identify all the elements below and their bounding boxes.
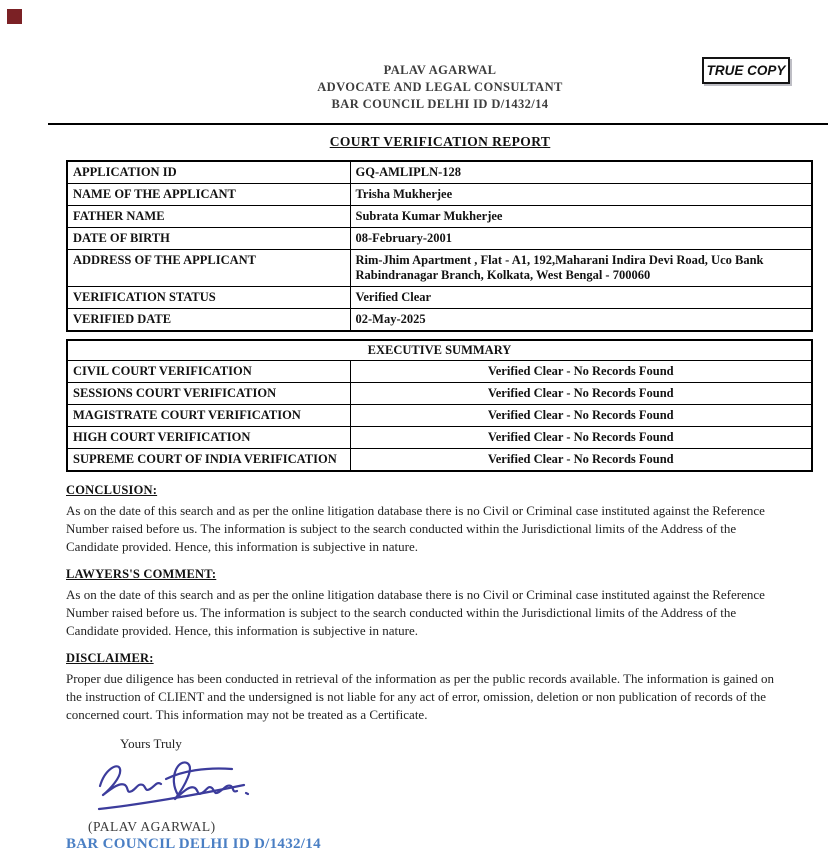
table-row bbox=[67, 250, 812, 287]
table-row bbox=[67, 309, 812, 332]
disclaimer-text: Proper due diligence has been conducted in retrieval of the information as per the public records available. The information is gained on the instruction of CLIENT and the undersigned is not liable for any act of error, omission, deletion or non publication of records of the concerned court. This information may not be treated as a Certificate. bbox=[66, 671, 775, 722]
row-label: MAGISTRATE COURT VERIFICATION bbox=[67, 405, 350, 427]
row-label: SESSIONS COURT VERIFICATION bbox=[67, 383, 350, 405]
row-value: 08-February-2001 bbox=[350, 228, 812, 250]
executive-summary-heading: EXECUTIVE SUMMARY bbox=[67, 340, 812, 361]
row-value: 02-May-2025 bbox=[350, 309, 812, 332]
header-divider bbox=[48, 123, 828, 125]
signatory-name: (PALAV AGARWAL) bbox=[88, 819, 216, 834]
letterhead-designation: ADVOCATE AND LEGAL CONSULTANT bbox=[317, 80, 563, 94]
row-label: VERIFIED DATE bbox=[67, 309, 350, 332]
table-row bbox=[67, 206, 812, 228]
true-copy-stamp-label: TRUE COPY bbox=[706, 63, 786, 78]
table-row bbox=[67, 228, 812, 250]
closing-salutation: Yours Truly bbox=[120, 736, 182, 751]
row-value: GQ-AMLIPLN-128 bbox=[350, 161, 812, 184]
lawyers-comment-text: As on the date of this search and as per the online litigation database there is no Civil or Criminal case instituted against the Reference Number raised before us. The information is subject to the search conducted within the Jurisdictional limits of the Address of the Candidate provided. Hence, this information is subjective in nature. bbox=[66, 587, 765, 638]
true-copy-stamp bbox=[702, 57, 790, 84]
table-header-row bbox=[67, 340, 812, 361]
row-value: Verified Clear - No Records Found bbox=[350, 383, 812, 405]
disclaimer-section bbox=[66, 651, 813, 724]
corner-mark bbox=[7, 9, 22, 24]
row-value: Verified Clear - No Records Found bbox=[350, 361, 812, 383]
conclusion-text: As on the date of this search and as per the online litigation database there is no Civil or Criminal case instituted against the Reference Number raised before us. The information is subject to the search conducted within the Jurisdictional limits of the Address of the Candidate provided. Hence, this information is subjective in nature. bbox=[66, 503, 765, 554]
row-value: Verified Clear - No Records Found bbox=[350, 405, 812, 427]
disclaimer-heading: DISCLAIMER: bbox=[66, 651, 154, 665]
row-label: APPLICATION ID bbox=[67, 161, 350, 184]
table-row bbox=[67, 405, 812, 427]
lawyers-comment-section bbox=[66, 567, 813, 640]
table-row bbox=[67, 287, 812, 309]
applicant-details-table bbox=[66, 160, 813, 332]
row-value: Verified Clear bbox=[350, 287, 812, 309]
conclusion-section bbox=[66, 483, 813, 556]
table-row bbox=[67, 184, 812, 206]
row-value: Verified Clear - No Records Found bbox=[350, 427, 812, 449]
letterhead-bar-id: BAR COUNCIL DELHI ID D/1432/14 bbox=[331, 97, 549, 111]
table-row bbox=[67, 449, 812, 472]
signatory-bar-id: BAR COUNCIL DELHI ID D/1432/14 bbox=[66, 836, 321, 852]
row-label: ADDRESS OF THE APPLICANT bbox=[67, 250, 350, 287]
letterhead-name: PALAV AGARWAL bbox=[383, 63, 497, 77]
row-label: NAME OF THE APPLICANT bbox=[67, 184, 350, 206]
row-value: Verified Clear - No Records Found bbox=[350, 449, 812, 472]
row-value: Subrata Kumar Mukherjee bbox=[350, 206, 812, 228]
handwritten-signature bbox=[94, 754, 266, 814]
row-label: SUPREME COURT OF INDIA VERIFICATION bbox=[67, 449, 350, 472]
row-label: CIVIL COURT VERIFICATION bbox=[67, 361, 350, 383]
table-row bbox=[67, 383, 812, 405]
conclusion-heading: CONCLUSION: bbox=[66, 483, 158, 497]
lawyers-comment-heading: LAWYERS'S COMMENT: bbox=[66, 567, 217, 581]
report-body bbox=[66, 160, 813, 853]
row-label: FATHER NAME bbox=[67, 206, 350, 228]
table-row bbox=[67, 427, 812, 449]
page-title: COURT VERIFICATION REPORT bbox=[329, 134, 551, 149]
row-label: DATE OF BIRTH bbox=[67, 228, 350, 250]
executive-summary-table bbox=[66, 339, 813, 472]
row-label: VERIFICATION STATUS bbox=[67, 287, 350, 309]
row-value: Rim-Jhim Apartment , Flat - A1, 192,Maharani Indira Devi Road, Uco Bank Rabindranagar Branch, Kolkata, West Bengal - 700060 bbox=[350, 250, 812, 287]
table-row bbox=[67, 361, 812, 383]
row-value: Trisha Mukherjee bbox=[350, 184, 812, 206]
table-row bbox=[67, 161, 812, 184]
row-label: HIGH COURT VERIFICATION bbox=[67, 427, 350, 449]
